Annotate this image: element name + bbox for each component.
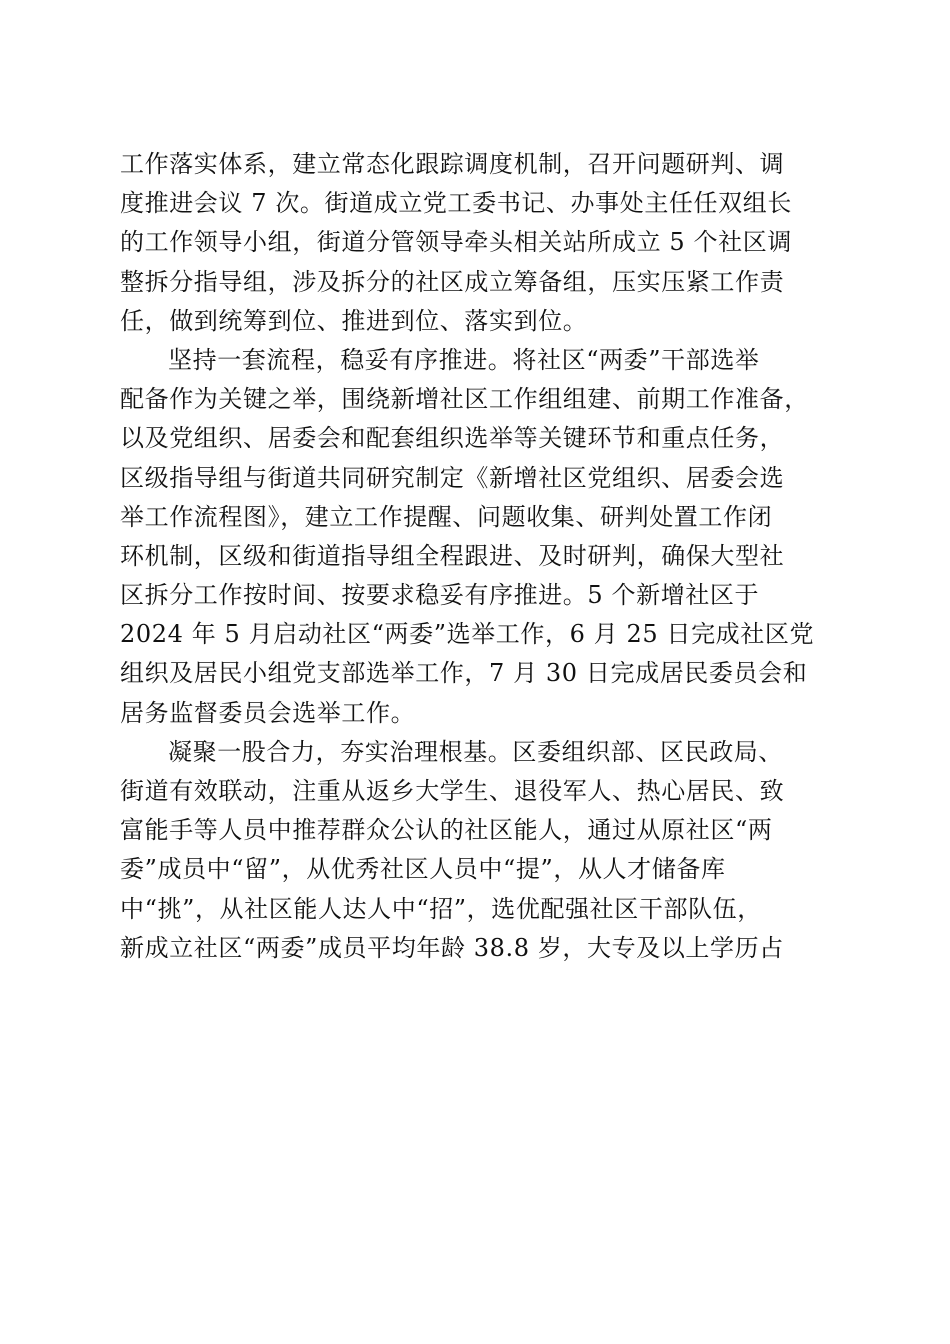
- text-line: 中“挑”，从社区能人达人中“招”，选优配强社区干部队伍，: [120, 894, 762, 923]
- text-line: 坚持一套流程，稳妥有序推进。将社区“两委”干部选举: [168, 345, 760, 374]
- text-line: 街道有效联动，注重从返乡大学生、退役军人、热心居民、致: [120, 777, 785, 805]
- text-line: 凝聚一股合力，夯实治理根基。区委组织部、区民政局、: [168, 737, 783, 766]
- text-line: 以及党组织、居委会和配套组织选举等关键环节和重点任务，: [120, 424, 785, 453]
- text-line: 工作落实体系，建立常态化跟踪调度机制，召开问题研判、调: [120, 150, 785, 178]
- text-line: 举工作流程图》，建立工作提醒、问题收集、研判处置工作闭: [120, 502, 773, 531]
- text-line: 2024 年 5 月启动社区“两委”选举工作，6 月 25 日完成社区党: [120, 620, 815, 649]
- text-line: 环机制，区级和街道指导组全程跟进、及时研判，确保大型社: [120, 541, 785, 570]
- text-line: 度推进会议 7 次。街道成立党工委书记、办事处主任任双组长: [120, 189, 792, 218]
- text-line: 富能手等人员中推荐群众公认的社区能人，通过从原社区“两: [120, 816, 773, 845]
- text-line: 组织及居民小组党支部选举工作，7 月 30 日完成居民委员会和: [120, 659, 808, 688]
- text-line: 的工作领导小组，街道分管领导牵头相关站所成立 5 个社区调: [120, 228, 792, 257]
- text-line: 整拆分指导组，涉及拆分的社区成立筹备组，压实压紧工作责: [120, 267, 785, 296]
- paragraph-2: [120, 341, 830, 733]
- text-line: 区拆分工作按时间、按要求稳妥有序推进。5 个新增社区于: [120, 581, 760, 610]
- paragraph-3: [120, 733, 830, 968]
- text-line: 配备作为关键之举，围绕新增社区工作组组建、前期工作准备，: [120, 385, 809, 414]
- text-line: 新成立社区“两委”成员平均年龄 38.8 岁，大专及以上学历占: [120, 933, 784, 962]
- paragraph-1: [120, 145, 830, 341]
- text-line: 任，做到统筹到位、推进到位、落实到位。: [120, 306, 588, 335]
- text-line: 委”成员中“留”，从优秀社区人员中“提”，从人才储备库: [120, 855, 726, 884]
- text-line: 居务监督委员会选举工作。: [120, 698, 416, 727]
- document-page: [120, 145, 830, 968]
- text-line: 区级指导组与街道共同研究制定《新增社区党组织、居委会选: [120, 463, 785, 492]
